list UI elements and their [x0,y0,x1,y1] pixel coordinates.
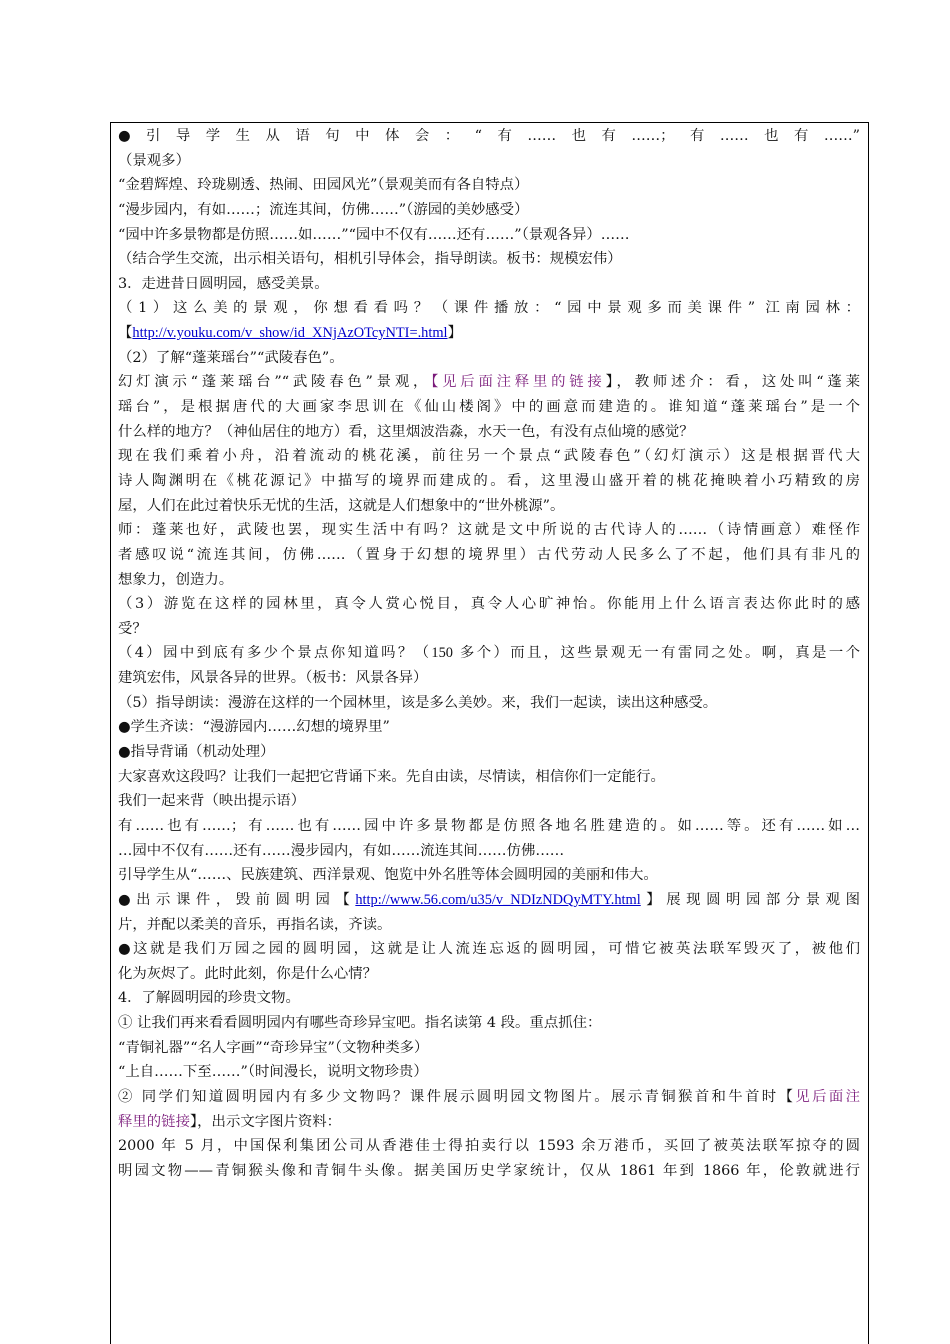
text-segment: 】，出示文字图片资料： [189,1113,342,1130]
text-line: （2）了解“蓬莱瑶台”“武陵春色”。 [118,349,344,366]
text-line [118,1110,860,1135]
text-line: “漫步园内，有如……；流连其间，仿佛……”（游园的美妙感受） [118,201,529,218]
text-line: （1）这么美的景观，你想看看吗？（课件播放：“园中景观多而美课件” 江南园林： [118,300,860,317]
section-heading: 4．了解圆明园的珍贵文物。 [118,990,300,1007]
youku-video-link[interactable]: http://v.youku.com/v_show/id_XNjAzOTcyNTI=.html [132,325,448,342]
text-line: 什么样的地方？（神仙居住的地方）看，这里烟波浩淼，水天一色，有没有点仙境的感觉？ [118,423,694,440]
text-line: “园中许多景物都是仿照……如……”“园中不仅有……还有……”（景观各异）…… [118,226,630,243]
text-segment: 】展现圆明园部分景观图 [640,891,860,908]
bracket: 】 [447,325,462,342]
footnote-link[interactable]: 见后面注 [795,1088,860,1105]
text-line: 化为灰烬了。此时此刻，你是什么心情？ [118,965,378,982]
text-line: …园中不仅有……还有……漫步园内，有如……流连其间……仿佛…… [118,842,565,859]
text-segment: ●出示课件，毁前圆明园【 [118,891,356,908]
text-line: 瑶台”，是根据唐代的大画家李思训在《仙山楼阁》中的画意而建造的。谁知道“蓬莱瑶台”是一个 [118,399,860,416]
text-line: 屋，人们在此过着快乐无忧的生活，这就是人们想象中的“世外桃源”。 [118,497,565,514]
text-line: （3）游览在这样的园林里，真令人赏心悦目，真令人心旷神怡。你能用上什么语言表达你此时的感 [118,596,860,613]
text-line: 大家喜欢这段吗？让我们一起把它背诵下来。先自由读，尽情读，相信你们一定能行。 [118,768,665,785]
text-line: ●引导学生从语句中体会：“有……也有……；有……也有……” [118,128,860,144]
text-line: （景观多） [118,152,190,169]
bracket: 【 [118,325,133,342]
lesson-plan-table-cell [110,122,869,1344]
text-segment: 多个）而且，这些景观无一有雷同之处。啊，真是一个 [452,645,860,662]
text-line: ●这就是我们万园之园的圆明园，这就是让人流连忘返的圆明园，可惜它被英法联军毁灭了，被他们 [118,941,860,958]
text-line: 有……也有……；有……也有……园中许多景物都是仿照各地名胜建造的。如……等。还有……如… [118,817,860,834]
text-line: 受？ [118,620,147,637]
text-line: “金碧辉煌、玲珑剔透、热闹、田园风光”（景观美而有各自特点） [118,177,529,194]
text-segment: 】，教师述介：看，这处叫“蓬莱 [605,374,860,391]
text-line: （结合学生交流，出示相关语句，相机引导体会，指导朗读。板书：规模宏伟） [118,251,622,268]
text-line: 建筑宏伟，风景各异的世界。（板书：风景各异） [118,670,428,687]
text-line: “青铜礼器”“名人字画”“奇珍异宝”（文物种类多） [118,1039,429,1056]
footnote-link[interactable]: 释里的链接 [118,1113,190,1130]
56-video-link[interactable]: http://www.56.com/u35/v_NDIzNDQyMTY.html [355,891,641,908]
text-segment: （4）园中到底有多少个景点你知道吗？（ [118,645,432,662]
text-line: 者感叹说“流连其间，仿佛……（置身于幻想的境界里）古代劳动人民多么了不起，他们具有非凡的 [118,546,860,563]
text-line [118,888,860,913]
text-line: ① 让我们再来看看圆明园内有哪些奇珍异宝吧。指名读第 4 段。重点抓住： [118,1015,602,1032]
text-line: ●指导背诵（机动处理） [118,744,275,761]
text-line: 片，并配以柔美的音乐，再指名读，齐读。 [118,916,392,933]
text-segment: 幻灯演示“蓬莱瑶台”“武陵春色”景观， [118,374,432,391]
text-segment: ② 同学们知道圆明园内有多少文物吗？课件展示圆明园文物图片。展示青铜猴首和牛首时【 [118,1088,796,1105]
text-line: 我们一起来背（映出提示语） [118,793,306,810]
text-line: 2000 年 5 月，中国保利集团公司从香港佳士得拍卖行以 1593 余万港币，买回了被英法联军掠夺的圆 [118,1138,860,1155]
text-line: 现在我们乘着小舟，沿着流动的桃花溪，前往另一个景点“武陵春色”（幻灯演示）这是根据晋代大 [118,448,860,465]
text-line: （5）指导朗读：漫游在这样的一个园林里，该是多么美妙。来，我们一起读，读出这种感受。 [118,694,718,711]
text-line [118,321,860,346]
footnote-link[interactable]: 【见后面注释里的链接 [431,374,606,391]
text-line: 明园文物——青铜猴头像和青铜牛头像。据美国历史学家统计，仅从 1861 年到 1866 年，伦敦就进行 [118,1162,860,1179]
text-line: 师：蓬莱也好，武陵也罢，现实生活中有吗？这就是文中所说的古代诗人的……（诗情画意）难怪作 [118,522,860,539]
text-line: 引导学生从“……、民族建筑、西洋景观、饱览中外名胜等体会圆明园的美丽和伟大。 [118,867,658,884]
text-line [118,641,860,666]
text-line [118,370,860,395]
text-line: “上自……下至……”（时间漫长，说明文物珍贵） [118,1064,428,1081]
section-heading: 3．走进昔日圆明园，感受美景。 [118,275,329,292]
text-line: 想象力，创造力。 [118,571,234,588]
text-line: ●学生齐读：“漫游园内……幻想的境界里” [118,719,390,736]
text-line [118,1085,860,1110]
text-line: 诗人陶渊明在《桃花源记》中描写的境界而建成的。看，这里漫山盛开着的桃花掩映着小巧精致的房 [118,472,860,489]
number: 150 [431,645,453,662]
